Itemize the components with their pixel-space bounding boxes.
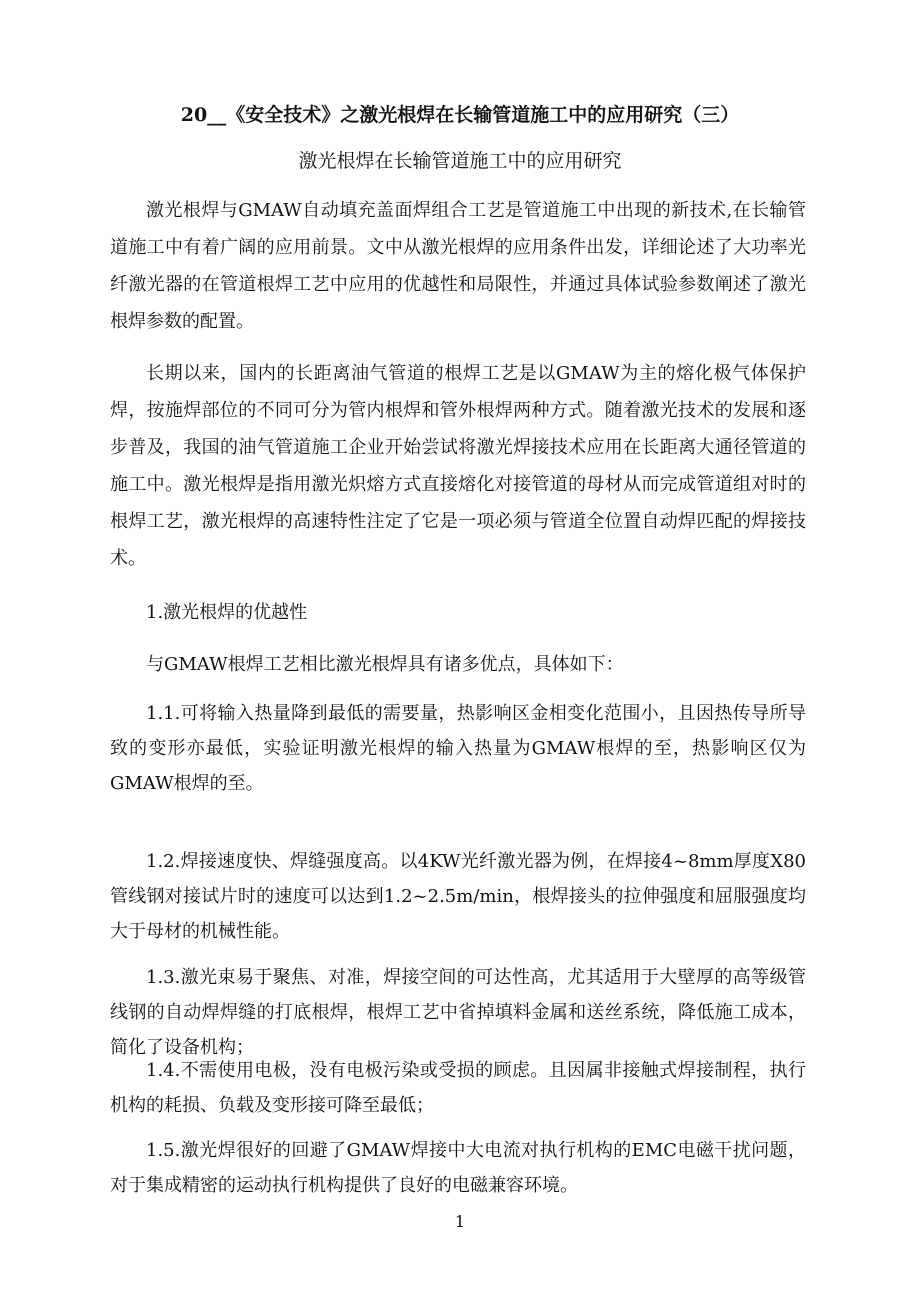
paragraph-background: 长期以来，国内的长距离油气管道的根焊工艺是以GMAW为主的熔化极气体保护焊，按施焊部位的不同可分为管内根焊和管外根焊两种方式。随着激光技术的发展和逐步普及，我国的油气管道施工企业开始尝试将激光焊接技术应用在长距离大通径管道的施工中。激光根焊是指用激光炽熔方式直接熔化对接管道的母材从而完成管道组对时的根焊工艺，激光根焊的高速特性注定了它是一项必须与管道全位置自动焊匹配的焊接技术。 [110,363,806,569]
section-heading: 1.激光根焊的优越性 [146,602,308,623]
list-item-1-2: 1.2.焊接速度快、焊缝强度高。以4KW光纤激光器为例，在焊接4~8mm厚度X80管线钢对接试片时的速度可以达到1.2~2.5m/min，根焊接头的拉伸强度和屈服强度均大于母材的机械性能。 [110,851,806,942]
list-item-1-4: 1.4.不需使用电极，没有电极污染或受损的顾虑。且因属非接触式焊接制程，执行机构的耗损、负载及变形接可降至最低； [110,1060,806,1116]
list-item-1-3: 1.3.激光束易于聚焦、对准，焊接空间的可达性高，尤其适用于大壁厚的高等级管线钢的自动焊焊缝的打底根焊，根焊工艺中省掉填料金属和送丝系统，降低施工成本，简化了设备机构； [110,967,806,1058]
list-item-1-5: 1.5.激光焊很好的回避了GMAW焊接中大电流对执行机构的EMC电磁干扰问题，对于集成精密的运动执行机构提供了良好的电磁兼容环境。 [110,1140,806,1196]
paragraph-intro: 与GMAW根焊工艺相比激光根焊具有诸多优点，具体如下： [146,654,624,675]
document-title: 20__《安全技术》之激光根焊在长输管道施工中的应用研究（三） [180,104,740,126]
document-subtitle: 激光根焊在长输管道施工中的应用研究 [298,150,622,172]
paragraph-abstract: 激光根焊与GMAW自动填充盖面焊组合工艺是管道施工中出现的新技术,在长输管道施工中有着广阔的应用前景。文中从激光根焊的应用条件出发，详细论述了大功率光纤激光器的在管道根焊工艺中应用的优越性和局限性，并通过具体试验参数阐述了激光根焊参数的配置。 [110,200,806,332]
list-item-1-1: 1.1.可将输入热量降到最低的需要量，热影响区金相变化范围小，且因热传导所导致的变形亦最低，实验证明激光根焊的输入热量为GMAW根焊的至，热影响区仅为 GMAW根焊的至。 [110,703,806,794]
page-number: 1 [454,1212,466,1231]
